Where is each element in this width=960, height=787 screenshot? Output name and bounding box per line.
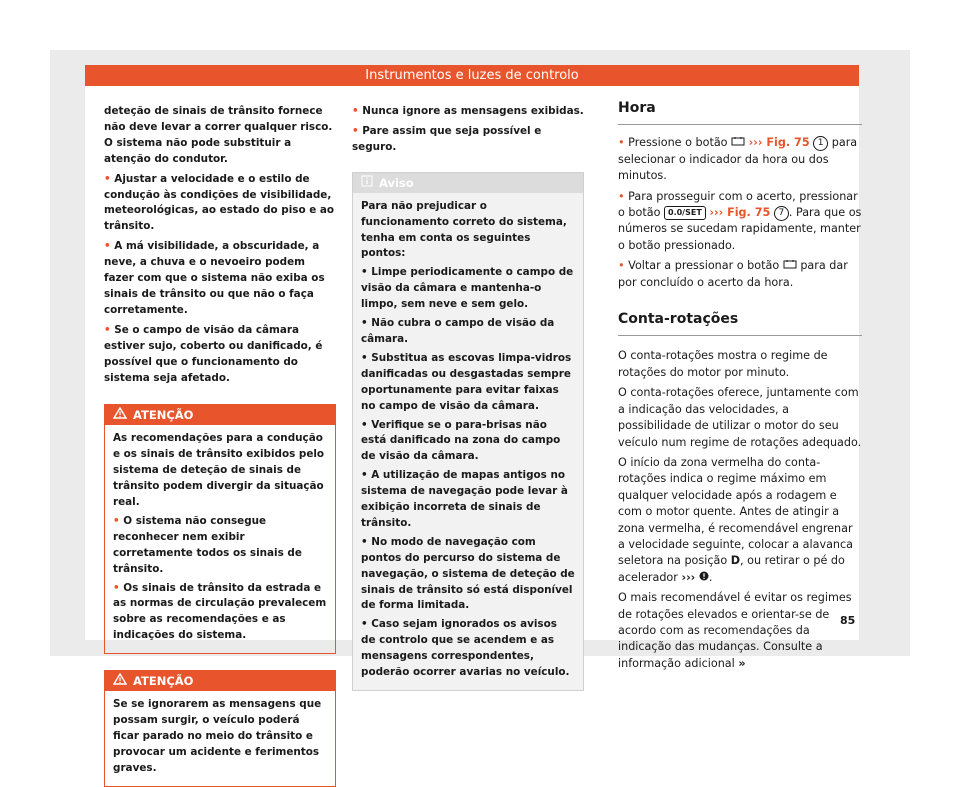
warning-intro: As recomendações para a condução e os sinais de trânsito exibidos pelo sistema de deteção de sinais de trânsito podem divergir da situação real. [113, 432, 325, 509]
intro-text: deteção de sinais de trânsito fornece não deve levar a correr qualquer risco. O sistema não pode substituir a atenção do condutor. [104, 105, 333, 165]
callout-number: 7 [774, 206, 789, 221]
clock-button-icon [731, 136, 745, 149]
list-item: • O sistema não consegue reconhecer nem exibir corretamente todos os sinais de trânsito. [113, 514, 302, 575]
continue-marker: » [738, 656, 746, 670]
paragraph: O conta-rotações mostra o regime de rotações do motor por minuto. [618, 349, 828, 379]
list-item: • A má visibilidade, a obscuridade, a neve, a chuva e o nevoeiro podem fazer com que o sistema não exiba os sinais de trânsito ou que não o faça corretamente. [104, 240, 325, 316]
section-title-hora: Hora [618, 94, 862, 125]
list-item: • Não cubra o campo de visão da câmara. [361, 317, 555, 345]
info-icon [361, 173, 373, 193]
page-header-title: Instrumentos e luzes de controlo [85, 65, 859, 86]
paragraph: O mais recomendável é evitar os regimes de rotações elevados e orientar-se de acordo com as recomendações da indicação das mudanças. Consulte a informação adicional » [618, 591, 852, 670]
section-title-conta-rotacoes: Conta-rotações [618, 305, 862, 336]
column-3 [618, 94, 862, 676]
note-header [353, 173, 583, 193]
warning-triangle-icon [113, 405, 127, 425]
paragraph: O conta-rotações oferece, juntamente com a indicação das velocidades, a possibilidade de utilizar o motor do seu veículo num regime de rotações adequado. [618, 386, 862, 449]
list-item: • Se o campo de visão da câmara estiver sujo, coberto ou danificado, é possível que o funcionamento do sistema seja afetado. [104, 323, 323, 384]
warning-circle-icon [699, 571, 709, 584]
warning-triangle-icon [113, 671, 127, 691]
note-intro: Para não prejudicar o funcionamento correto do sistema, tenha em conta os seguintes pontos: [361, 199, 567, 260]
list-item: • Nunca ignore as mensagens exibidas. [352, 105, 584, 117]
list-item: • Os sinais de trânsito da estrada e as normas de circulação prevalecem sobre as recomendações e as indicações do sistema. [113, 581, 327, 642]
list-item: • Pressione o botão ››› Fig. 75 1 para selecionar o indicador da hora ou dos minutos. [618, 136, 858, 183]
note-body [353, 193, 583, 690]
note-box [352, 172, 584, 691]
list-item: • Verifique se o para-brisas não está danificado na zona do campo de visão da câmara. [361, 418, 561, 463]
list-item: • Caso sejam ignorados os avisos de controlo que se acendem e as mensagens correspondentes, poderão ocorrer avarias no veículo. [361, 618, 570, 679]
page-number: 85 [840, 614, 856, 627]
warning-header [105, 671, 335, 691]
list-item: • Substitua as escovas limpa-vidros danificadas ou desgastadas sempre oportunamente para evitar faixas no campo de visão da câmara. [361, 351, 572, 412]
list-item: • Para prosseguir com o acerto, pressionar o botão 0.0/SET ››› Fig. 75 7 . Para que os números se sucedam rapidamente, manter o botão pressionado. [618, 189, 862, 252]
warning-header [105, 405, 335, 425]
column-2 [352, 104, 584, 691]
list-item: • Limpe periodicamente o campo de visão da câmara e mantenha-o limpo, sem neve e sem gelo. [361, 266, 574, 311]
warning-box-1 [104, 404, 336, 654]
warning-body [105, 691, 335, 786]
clock-button-icon [783, 259, 797, 272]
warning-box-2 [104, 670, 336, 787]
warning-title: ATENÇÃO [133, 408, 194, 423]
list-item: • A utilização de mapas antigos no sistema de navegação pode levar à exibição incorreta de sinais de trânsito. [361, 469, 568, 529]
list-item: • Pare assim que seja possível e seguro. [352, 124, 542, 153]
warning-text: Se se ignorarem as mensagens que possam surgir, o veículo poderá ficar parado no meio do trânsito e provocar um acidente e ferimentos graves. [113, 698, 322, 774]
list-item: • Voltar a pressionar o botão para dar por concluído o acerto da hora. [618, 259, 848, 289]
callout-number: 1 [813, 136, 828, 151]
warning-body [105, 425, 335, 653]
list-item: • Ajustar a velocidade e o estilo de condução às condições de visibilidade, meteorológicas, ao estado do piso e ao trânsito. [104, 172, 335, 233]
list-item: • No modo de navegação com pontos do percurso do sistema de navegação, o sistema de deteção de sinais de trânsito só está disponível de forma limitada. [361, 535, 575, 612]
note-title: Aviso [379, 175, 414, 190]
paragraph: O início da zona vermelha do conta-rotações indica o regime máximo em qualquer velocidade após a rodagem e com o motor quente. Antes de atingir a zona vermelha, é recomendável engrenar a velocidade seguinte, colocar a alavanca seletora na posição D, ou retirar o pé do acelerador ››› . [618, 455, 854, 584]
column-1 [104, 104, 336, 787]
warning-title: ATENÇÃO [133, 674, 194, 689]
set-button-icon: 0.0/SET [664, 206, 706, 220]
